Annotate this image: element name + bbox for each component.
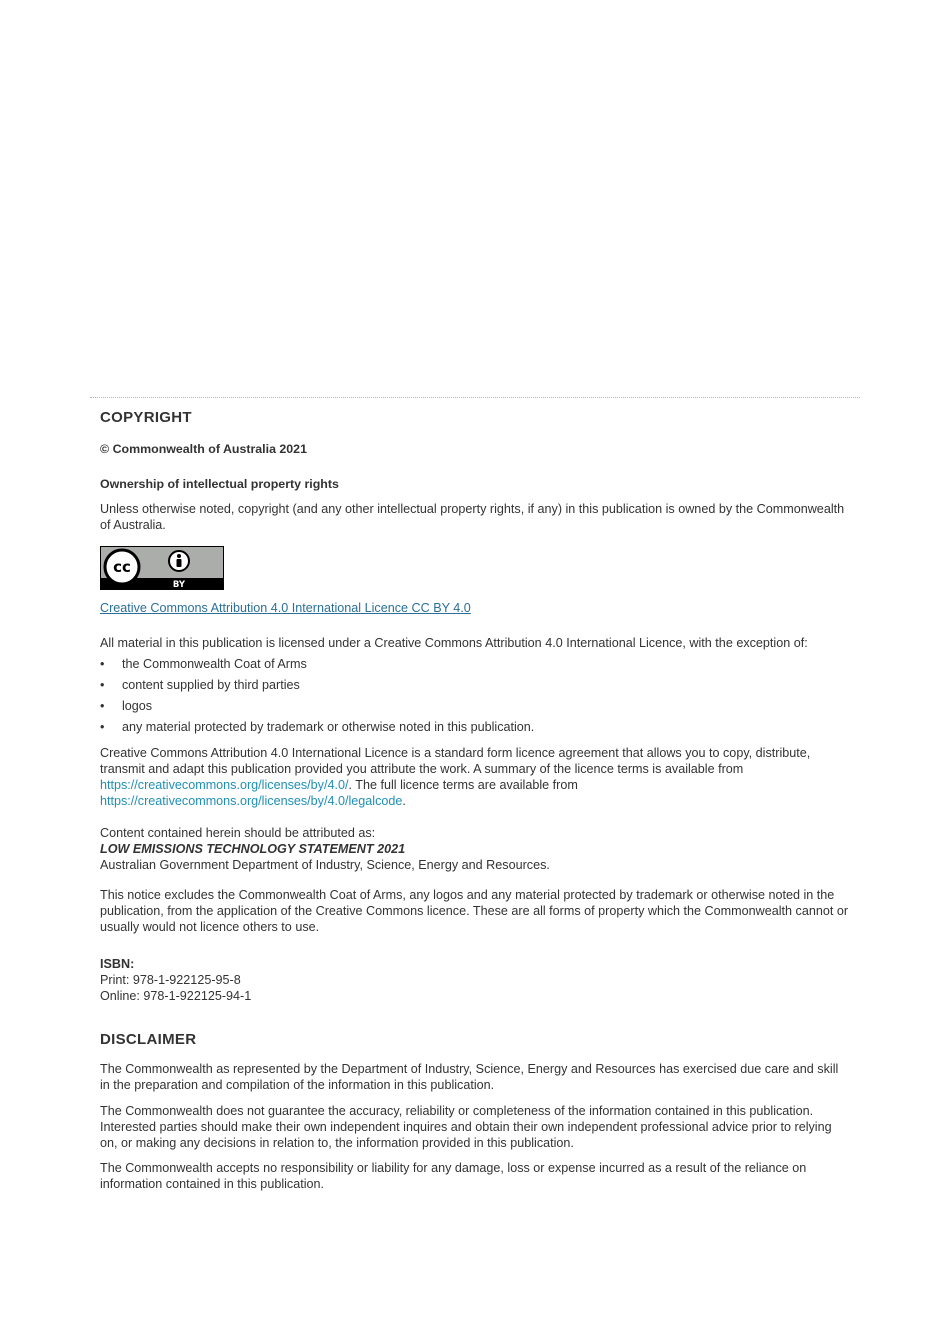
- isbn-block: [100, 956, 850, 1004]
- isbn-online: Online: 978-1-922125-94-1: [100, 989, 252, 1003]
- licence-legalcode-link[interactable]: https://creativecommons.org/licenses/by/4.0/legalcode: [100, 794, 403, 808]
- attribution-department: Australian Government Department of Industry, Science, Energy and Resources.: [100, 858, 550, 872]
- ip-text: Unless otherwise noted, copyright (and any other intellectual property rights, if any) in this publication is owned by the Commonwealth of Australia.: [100, 502, 845, 532]
- licence-text-1: Creative Commons Attribution 4.0 International Licence is a standard form licence agreement that allows you to copy, distribute, transmit and adapt this publication provided you attribute the work. A summary of the licence terms is available from: [100, 746, 811, 776]
- copyright-owner: © Commonwealth of Australia 2021: [100, 442, 307, 456]
- licence-text-2: . The full licence terms are available from: [348, 778, 578, 792]
- cc-by-badge[interactable]: [100, 546, 850, 590]
- disclaimer-heading: DISCLAIMER: [100, 1031, 197, 1048]
- notice-paragraph: This notice excludes the Commonwealth Coat of Arms, any logos and any material protected by trademark or otherwise noted in the publication, from the application of the Creative Commons licence. These are all forms of property which the Commonwealth cannot or usually would not licence others to use.: [100, 888, 849, 934]
- cc-letters: cc: [113, 558, 131, 576]
- cc-licence-link[interactable]: Creative Commons Attribution 4.0 International Licence CC BY 4.0: [100, 601, 471, 615]
- licence-text-3: .: [402, 794, 406, 808]
- disclaimer-paragraph-2: The Commonwealth does not guarantee the accuracy, reliability or completeness of the information contained in this publication. Interested parties should make their own independent inquires and obtain their own independent professional advice prior to relying on, or making any decisions in relation to, the information provided in this publication.: [100, 1104, 832, 1150]
- copyright-heading: COPYRIGHT: [100, 409, 192, 426]
- copyright-page-content: [100, 408, 850, 1192]
- isbn-print: Print: 978-1-922125-95-8: [100, 973, 241, 987]
- list-item: • any material protected by trademark or otherwise noted in this publication.: [100, 719, 850, 735]
- exceptions-list: [100, 656, 850, 735]
- attribution-intro: Content contained herein should be attributed as:: [100, 826, 376, 840]
- attribution-block: [100, 825, 850, 873]
- disclaimer-paragraph-3: The Commonwealth accepts no responsibility or liability for any damage, loss or expense incurred as a result of the reliance on information contained in this publication.: [100, 1161, 807, 1191]
- ip-heading: Ownership of intellectual property rights: [100, 477, 339, 491]
- licence-paragraph: [100, 745, 850, 809]
- isbn-label: ISBN:: [100, 957, 135, 971]
- disclaimer-paragraph-1: The Commonwealth as represented by the Department of Industry, Science, Energy and Resources has exercised due care and skill in the preparation and compilation of the information in this publication.: [100, 1062, 839, 1092]
- by-letters: BY: [172, 580, 186, 590]
- licensed-intro: All material in this publication is licensed under a Creative Commons Attribution 4.0 International Licence, with the exception of:: [100, 636, 808, 650]
- list-item: • the Commonwealth Coat of Arms: [100, 656, 850, 672]
- licence-summary-link[interactable]: https://creativecommons.org/licenses/by/4.0/: [100, 778, 349, 792]
- list-item: • content supplied by third parties: [100, 677, 850, 693]
- cc-by-icon: [100, 546, 224, 590]
- section-divider: [90, 397, 860, 398]
- attribution-title: LOW EMISSIONS TECHNOLOGY STATEMENT 2021: [100, 842, 406, 856]
- list-item: • logos: [100, 698, 850, 714]
